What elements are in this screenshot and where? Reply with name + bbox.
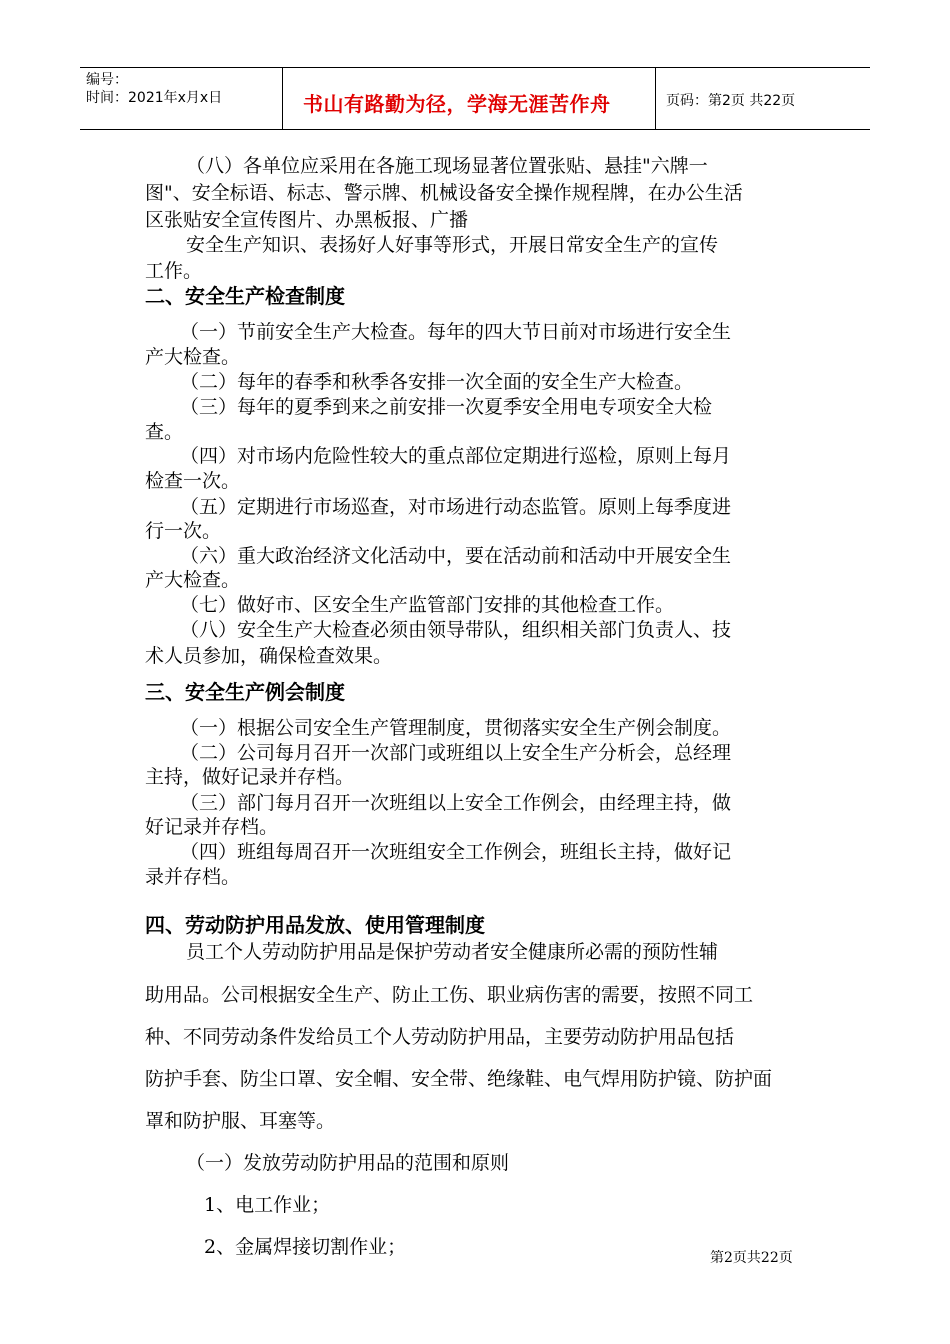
body-line: （一）节前安全生产大检查。每年的四大节日前对市场进行安全生 bbox=[180, 321, 732, 343]
body-line: （一）根据公司安全生产管理制度，贯彻落实安全生产例会制度。 bbox=[180, 717, 732, 739]
body-line: 助用品。公司根据安全生产、防止工伤、职业病伤害的需要，按照不同工 bbox=[145, 984, 754, 1006]
document-number: 编号： bbox=[86, 72, 128, 88]
body-line: 图"、安全标语、标志、警示牌、机械设备安全操作规程牌，在办公生活 bbox=[145, 182, 743, 204]
body-line: （二）公司每月召开一次部门或班组以上安全生产分析会，总经理 bbox=[180, 742, 732, 764]
body-line: （三）每年的夏季到来之前安排一次夏季安全用电专项安全大检 bbox=[180, 396, 713, 418]
body-line: （一）发放劳动防护用品的范围和原则 bbox=[186, 1152, 510, 1174]
body-line: 产大检查。 bbox=[145, 569, 241, 591]
document-date: 时间：2021年x月x日 bbox=[86, 90, 223, 106]
body-line: 查。 bbox=[145, 421, 184, 443]
header-page-cell bbox=[656, 68, 870, 129]
body-line: （二）每年的春季和秋季各安排一次全面的安全生产大检查。 bbox=[180, 371, 694, 393]
body-line: 种、不同劳动条件发给员工个人劳动防护用品，主要劳动防护用品包括 bbox=[145, 1026, 735, 1048]
body-line: （三）部门每月召开一次班组以上安全工作例会，由经理主持，做 bbox=[180, 792, 732, 814]
body-line: 术人员参加，确保检查效果。 bbox=[145, 645, 393, 667]
body-line: 工作。 bbox=[145, 260, 203, 282]
body-line: 产大检查。 bbox=[145, 346, 241, 368]
body-line: 区张贴安全宣传图片、办黑板报、广播 bbox=[145, 209, 469, 231]
body-line: （八）安全生产大检查必须由领导带队，组织相关部门负责人、技 bbox=[180, 619, 732, 641]
section-heading: 二、安全生产检查制度 bbox=[145, 284, 345, 308]
header-meta-cell bbox=[80, 68, 283, 129]
body-line: （五）定期进行市场巡查，对市场进行动态监管。原则上每季度进 bbox=[180, 496, 732, 518]
header-motto-cell bbox=[283, 68, 656, 129]
section-heading: 三、安全生产例会制度 bbox=[145, 680, 345, 704]
body-line: （七）做好市、区安全生产监管部门安排的其他检查工作。 bbox=[180, 594, 675, 616]
body-line: 录并存档。 bbox=[145, 866, 241, 888]
body-line: 检查一次。 bbox=[145, 470, 241, 492]
body-line: 1、电工作业； bbox=[204, 1194, 331, 1216]
body-line: （八）各单位应采用在各施工现场显著位置张贴、悬挂"六牌一 bbox=[186, 155, 708, 177]
body-line: 好记录并存档。 bbox=[145, 816, 279, 838]
body-line: （六）重大政治经济文化活动中，要在活动前和活动中开展安全生 bbox=[180, 545, 732, 567]
body-line: 主持，做好记录并存档。 bbox=[145, 766, 355, 788]
body-line: （四）班组每周召开一次班组安全工作例会，班组长主持，做好记 bbox=[180, 841, 732, 863]
page-header bbox=[80, 67, 870, 130]
body-line: 罩和防护服、耳塞等。 bbox=[145, 1110, 336, 1132]
body-line: 2、金属焊接切割作业； bbox=[204, 1236, 407, 1258]
body-line: 防护手套、防尘口罩、安全帽、安全带、绝缘鞋、电气焊用防护镜、防护面 bbox=[145, 1068, 773, 1090]
body-line: 员工个人劳动防护用品是保护劳动者安全健康所必需的预防性辅 bbox=[186, 941, 719, 963]
body-line: 行一次。 bbox=[145, 520, 222, 542]
header-page-info: 页码：第2页 共22页 bbox=[666, 93, 796, 109]
section-heading: 四、劳动防护用品发放、使用管理制度 bbox=[145, 913, 485, 937]
body-line: 安全生产知识、表扬好人好事等形式，开展日常安全生产的宣传 bbox=[186, 234, 719, 256]
page-footer: 第2页共22页 bbox=[710, 1250, 793, 1266]
header-motto: 书山有路勤为径，学海无涯苦作舟 bbox=[303, 92, 611, 116]
body-line: （四）对市场内危险性较大的重点部位定期进行巡检，原则上每月 bbox=[180, 445, 732, 467]
